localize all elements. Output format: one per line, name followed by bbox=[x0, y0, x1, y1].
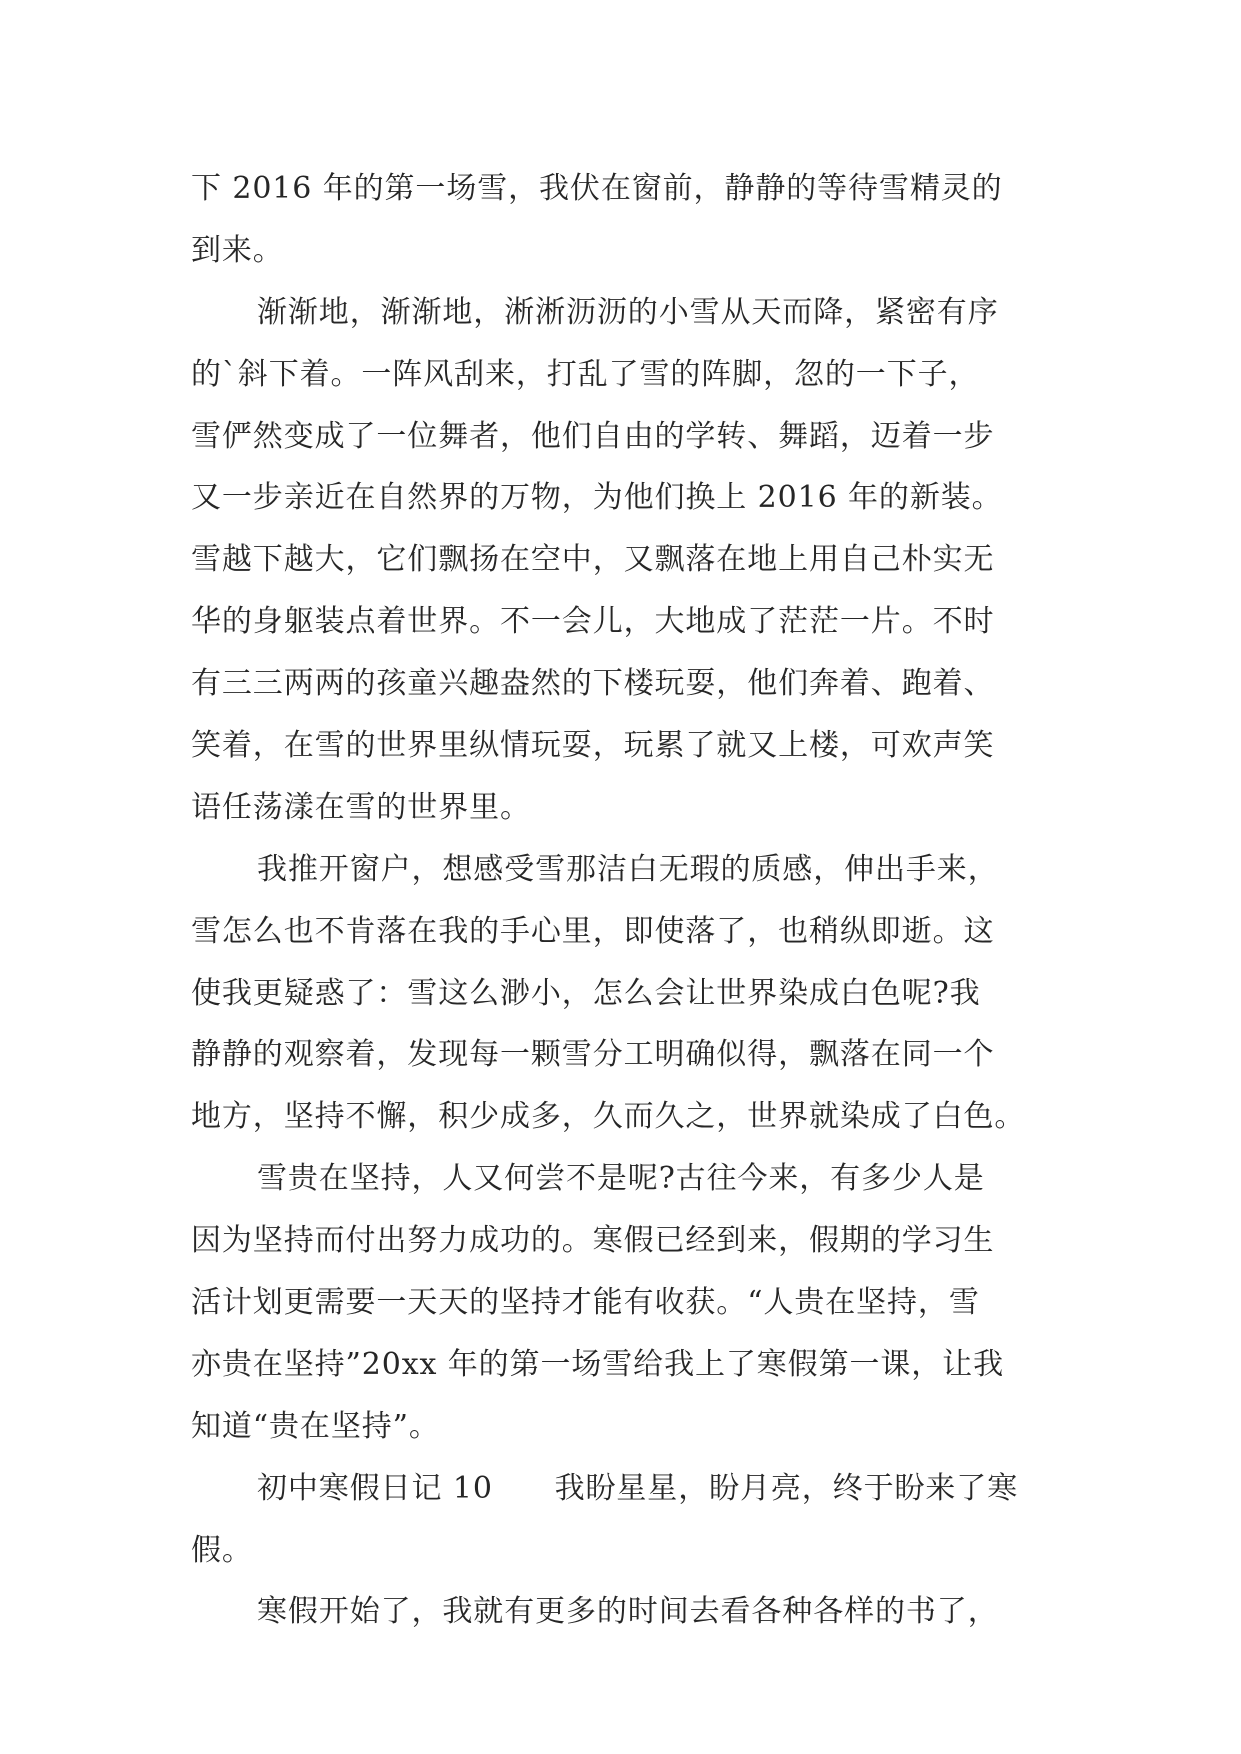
text-line: 雪贵在坚持，人又何尝不是呢?古往今来，有多少人是 bbox=[257, 1161, 985, 1197]
text-line: 又一步亲近在自然界的万物，为他们换上 2016 年的新装。 bbox=[191, 480, 1003, 516]
document-body bbox=[191, 158, 1071, 1643]
text-line: 笑着，在雪的世界里纵情玩耍，玩累了就又上楼，可欢声笑 bbox=[191, 728, 995, 764]
text-line: 寒假开始了，我就有更多的时间去看各种各样的书了， bbox=[257, 1594, 999, 1630]
text-line: 到来。 bbox=[191, 232, 284, 268]
text-line: 地方，坚持不懈，积少成多，久而久之，世界就染成了白色。 bbox=[191, 1099, 1026, 1135]
text-line: 初中寒假日记 10 我盼星星，盼月亮，终于盼来了寒 bbox=[257, 1470, 1019, 1506]
text-line: 我推开窗户，想感受雪那洁白无瑕的质感，伸出手来， bbox=[257, 851, 999, 887]
text-line: 渐渐地，渐渐地，淅淅沥沥的小雪从天而降，紧密有序 bbox=[257, 294, 999, 330]
text-line: 雪越下越大，它们飘扬在空中，又飘落在地上用自己朴实无 bbox=[191, 542, 995, 578]
text-line: 的`斜下着。一阵风刮来，打乱了雪的阵脚，忽的一下子， bbox=[191, 356, 980, 392]
text-line: 华的身躯装点着世界。不一会儿，大地成了茫茫一片。不时 bbox=[191, 604, 995, 640]
text-line: 使我更疑惑了：雪这么渺小，怎么会让世界染成白色呢?我 bbox=[191, 975, 981, 1011]
text-line: 下 2016 年的第一场雪，我伏在窗前，静静的等待雪精灵的 bbox=[191, 171, 1003, 206]
text-line: 因为坚持而付出努力成功的。寒假已经到来，假期的学习生 bbox=[191, 1223, 995, 1259]
text-line: 有三三两两的孩童兴趣盎然的下楼玩耍，他们奔着、跑着、 bbox=[191, 666, 995, 702]
text-line: 雪俨然变成了一位舞者，他们自由的学转、舞蹈，迈着一步 bbox=[191, 418, 995, 454]
text-line: 雪怎么也不肯落在我的手心里，即使落了，也稍纵即逝。这 bbox=[191, 913, 995, 949]
text-line: 静静的观察着，发现每一颗雪分工明确似得，飘落在同一个 bbox=[191, 1037, 995, 1073]
text-line: 假。 bbox=[191, 1532, 253, 1568]
text-line: 亦贵在坚持”20xx 年的第一场雪给我上了寒假第一课，让我 bbox=[191, 1346, 1004, 1382]
text-line: 活计划更需要一天天的坚持才能有收获。“人贵在坚持，雪 bbox=[191, 1285, 980, 1321]
text-line: 语任荡漾在雪的世界里。 bbox=[191, 789, 531, 825]
text-line: 知道“贵在坚持”。 bbox=[191, 1408, 440, 1444]
